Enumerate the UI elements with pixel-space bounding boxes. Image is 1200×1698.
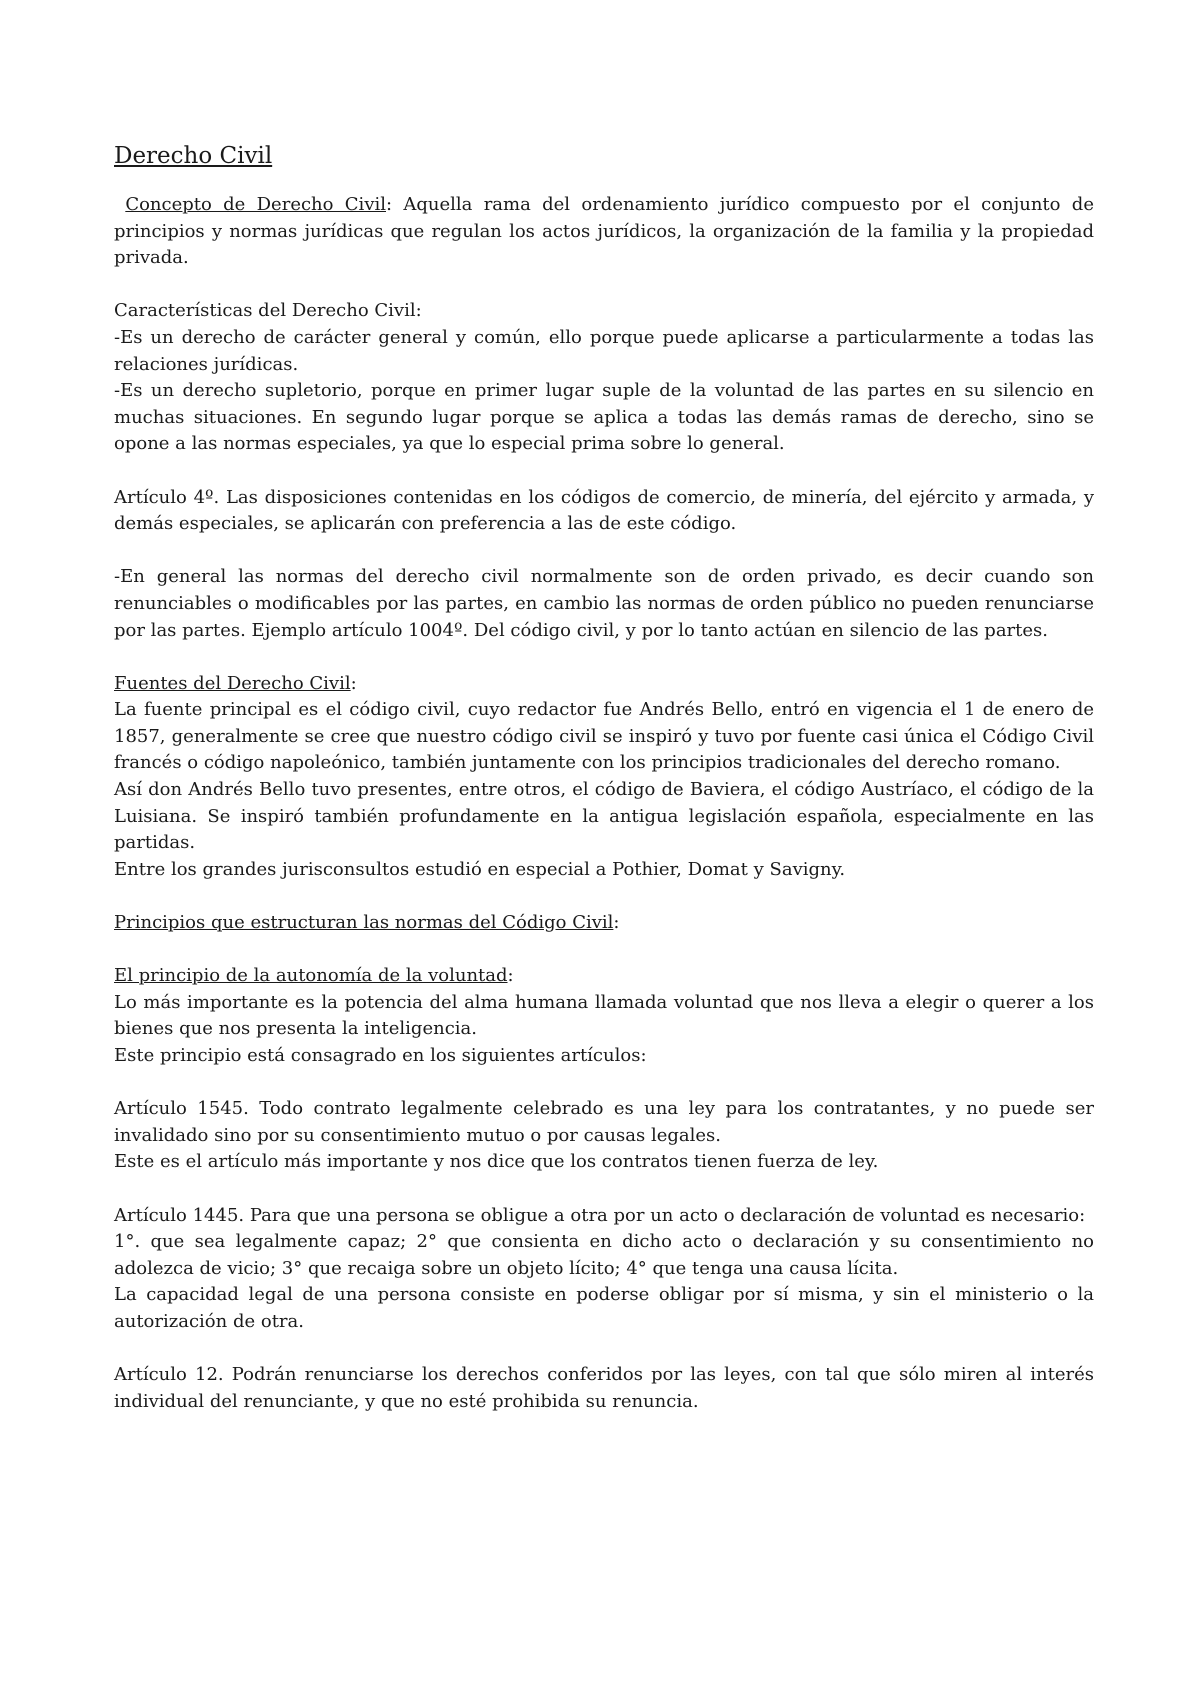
articulo-1445-note: La capacidad legal de una persona consiste en poderse obligar por sí misma, y sin el ministerio o la autorización de otra. (114, 1284, 1094, 1332)
caracteristicas-item-3: -En general las normas del derecho civil normalmente son de orden privado, es decir cuando son renunciables o modificables por las partes, en cambio las normas de orden público no pueden renunciarse por las partes. Ejemplo artículo 1004º. Del código civil, y por lo tanto actúan en silencio de las partes. (114, 566, 1094, 641)
fuentes-paragraph-1: La fuente principal es el código civil, cuyo redactor fue Andrés Bello, entró en vigencia el 1 de enero de 1857, generalmente se cree que nuestro código civil se inspiró y tuvo por fuente casi única el Código Civil francés o código napoleónico, también juntamente con los principios tradicionales del derecho romano. (114, 699, 1094, 774)
concepto-paragraph (114, 192, 1094, 272)
fuentes-heading-label: Fuentes del Derecho Civil (114, 672, 351, 694)
caracteristicas-item-2: -Es un derecho supletorio, porque en primer lugar suple de la voluntad de las partes en su silencio en muchas situaciones. En segundo lugar porque se aplica a todas las demás ramas de derecho, sino se opone a las normas especiales, ya que lo especial prima sobre lo general. (114, 380, 1094, 455)
concepto-text: : Aquella rama del ordenamiento jurídico compuesto por el conjunto de principios y normas jurídicas que regulan los actos jurídicos, la organización de la familia y la propiedad privada. (114, 194, 1094, 269)
articulo-1545-paragraph: Artículo 1545. Todo contrato legalmente celebrado es una ley para los contratantes, y no puede ser invalidado sino por su consentimiento mutuo o por causas legales. (114, 1098, 1094, 1146)
page-title: Derecho Civil (114, 143, 273, 169)
articulo-4-paragraph: Artículo 4º. Las disposiciones contenidas en los códigos de comercio, de minería, del ejército y armada, y demás especiales, se aplicarán con preferencia a las de este código. (114, 486, 1094, 535)
principios-heading-suffix: : (613, 912, 620, 934)
principios-heading-label: Principios que estructuran las normas del Código Civil (114, 912, 614, 934)
fuentes-heading-suffix: : (350, 672, 357, 694)
principios-heading (114, 910, 1094, 937)
autonomia-paragraph-1: Lo más importante es la potencia del alma humana llamada voluntad que nos lleva a elegir o querer a los bienes que nos presenta la inteligencia. (114, 991, 1094, 1040)
autonomia-heading (114, 963, 1094, 990)
concepto-label: Concepto de Derecho Civil (125, 194, 386, 215)
articulo-1545-note: Este es el artículo más importante y nos dice que los contratos tienen fuerza de ley. (114, 1151, 879, 1173)
articulo-1445-list: 1°. que sea legalmente capaz; 2° que consienta en dicho acto o declaración y su consentimiento no adolezca de vicio; 3° que recaiga sobre un objeto lícito; 4° que tenga una causa lícita. (114, 1231, 1094, 1279)
fuentes-paragraph-2: Así don Andrés Bello tuvo presentes, entre otros, el código de Baviera, el código Austríaco, el código de la Luisiana. Se inspiró también profundamente en la antigua legislación española, especialmente en las partidas. (114, 779, 1094, 854)
autonomia-heading-suffix: : (507, 965, 514, 987)
autonomia-heading-label: El principio de la autonomía de la voluntad (114, 965, 508, 987)
document-body (114, 140, 1094, 1415)
caracteristicas-item-1: -Es un derecho de carácter general y común, ello porque puede aplicarse a particularmente a todas las relaciones jurídicas. (114, 326, 1094, 375)
articulo-1445-paragraph: Artículo 1445. Para que una persona se obligue a otra por un acto o declaración de voluntad es necesario: (114, 1204, 1086, 1226)
articulo-12-paragraph: Artículo 12. Podrán renunciarse los derechos conferidos por las leyes, con tal que sólo miren al interés individual del renunciante, y que no esté prohibida su renuncia. (114, 1364, 1094, 1412)
fuentes-heading (114, 671, 1094, 698)
autonomia-paragraph-2: Este principio está consagrado en los siguientes artículos: (114, 1045, 647, 1066)
caracteristicas-heading: Características del Derecho Civil: (114, 300, 422, 322)
fuentes-paragraph-3: Entre los grandes jurisconsultos estudió en especial a Pothier, Domat y Savigny. (114, 858, 846, 880)
